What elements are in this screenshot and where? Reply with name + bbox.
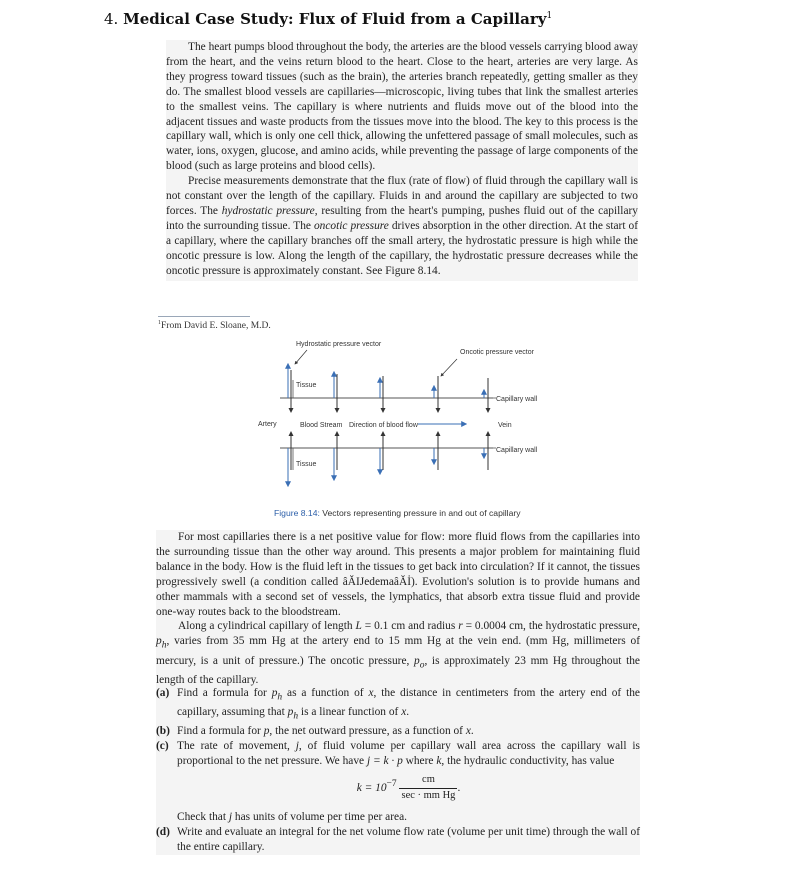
- exercise-item-c: (c) The rate of movement, j, of fluid volume per capillary wall area across the capillary wall is proportional to the net pressure. We have j = k · p where k, the hydraulic conductivity, has value $k = 10^{-7}$ $\frac{cm}{\text{sec · mm Hg}}$ . Check that j has units of volume per time per area.: [156, 740, 640, 823]
- item-label-c: (c): [156, 740, 169, 753]
- hydrostatic-label: Hydrostatic pressure vector: [296, 341, 382, 348]
- artery-label: Artery: [258, 421, 277, 428]
- section-number: 4.: [104, 10, 119, 28]
- figure-caption: [274, 508, 521, 518]
- footnote-text: From David E. Sloane, M.D.: [161, 321, 271, 332]
- footnote-marker: 1: [546, 11, 553, 21]
- section-title: Medical Case Study: Flux of Fluid from a Capillary: [123, 10, 547, 28]
- item-label-a: (a): [156, 687, 170, 699]
- capillary-wall-label-top: Capillary wall: [496, 396, 538, 403]
- tissue-label-top: Tissue: [296, 382, 317, 389]
- section-heading: [104, 10, 552, 28]
- intro-text: [166, 40, 638, 281]
- exercise-item-a: (a) Find a formula for $p_h$ as a function of x, the distance in centimeters from the artery end of the capillary, assuming that $p_h$ is a linear function of x.: [156, 687, 640, 722]
- blood-stream-label: Blood Stream: [300, 422, 343, 429]
- exercise-list: [156, 686, 640, 855]
- hydrostatic-pointer: [295, 350, 307, 364]
- item-label-d: (d): [156, 825, 170, 838]
- units-check: Check that j has units of volume per time per area.: [177, 810, 407, 823]
- figure-number: Figure 8.14:: [274, 508, 320, 518]
- figure-caption-text: Vectors representing pressure in and out of capillary: [322, 508, 521, 518]
- oncotic-pointer: [441, 359, 457, 376]
- footnote: $^1$From David E. Sloane, M.D.: [158, 320, 271, 332]
- tissue-label-bottom: Tissue: [296, 461, 317, 468]
- exercise-item-d: (d) Write and evaluate an integral for the net volume flow rate (volume per unit time) through the wall of the entire capillary.: [156, 825, 640, 853]
- capillary-wall-label-bottom: Capillary wall: [496, 447, 538, 454]
- conductivity-equation: $k = 10^{-7}$ $\frac{cm}{\text{sec · mm Hg}}$ .: [177, 773, 640, 804]
- intro-paragraph-2: Precise measurements demonstrate that the flux (rate of flow) of fluid through the capillary wall is not constant over the length of the capillary. Fluids in and around the capillary are subjected to two forces. The hydrostatic pressure, resulting from the heart's pumping, pushes fluid out of the capillary into the surrounding tissue. The oncotic pressure drives absorption in the other direction. At the start of a capillary, where the capillary branches off the small artery, the hydrostatic pressure is high while the oncotic pressure is low. Along the length of the capillary, the hydrostatic pressure decreases while the oncotic pressure is approximately constant. See Figure 8.14.: [166, 175, 638, 277]
- direction-label: Direction of blood flow: [349, 422, 418, 429]
- vein-label: Vein: [498, 422, 512, 429]
- item-label-b: (b): [156, 725, 170, 738]
- units-fraction: $\frac{cm}{\text{sec · mm Hg}}$: [401, 774, 456, 801]
- exercise-item-b: (b) Find a formula for p, the net outward pressure, as a function of x.: [156, 725, 474, 738]
- body-paragraph-1: For most capillaries there is a net positive value for flow: more fluid flows from the capillaries into the surrounding tissue than the other way around. This presents a major problem for maintaining fluid balance in the body. How is the fluid left in the tissues to get back into circulation? If it cannot, the tissues progressively swell (a condition called âĂIJedemaâĂİ). Evolution's solution is to provide humans and other mammals with a second set of vessels, the lymphatics, that absorb extra tissue fluid and provide one-way routes back to the bloodstream.: [156, 531, 640, 618]
- capillary-figure: [250, 334, 550, 499]
- oncotic-label: Oncotic pressure vector: [460, 349, 534, 356]
- hydrostatic-term: hydrostatic pressure: [221, 204, 315, 217]
- oncotic-term: oncotic pressure: [313, 219, 389, 232]
- intro-paragraph-1: The heart pumps blood throughout the body, the arteries are the blood vessels carrying blood away from the heart, and the veins return blood to the heart. Close to the heart, arteries are very large. As they progress toward tissues (such as the brain), the arteries branch repeatedly, getting smaller as they do. The smallest blood vessels are capillaries—microscopic, living tubes that link the smallest arteries to the smallest veins. The capillary is where nutrients and fluids move out of the blood into the adjacent tissues and waste products from the tissues move into the blood. The key to this process is the capillary wall, which is only one cell thick, allowing the unfettered passage of small molecules, such as water, ions, oxygen, glucose, and amino acids, while preventing the passage of large components of the blood (such as large proteins and blood cells).: [166, 41, 638, 173]
- body-paragraph-2: Along a cylindrical capillary of length L = 0.1 cm and radius r = 0.0004 cm, the hydrostatic pressure, $p_h$, varies from 35 mm Hg at the artery end to 15 mm Hg at the vein end. (mm Hg, millimeters of mercury, is a unit of pressure.) The oncotic pressure, $p_o$, is approximately 23 mm Hg throughout the length of the capillary.: [156, 620, 640, 686]
- body-text: [156, 530, 640, 688]
- footnote-divider: [158, 316, 250, 317]
